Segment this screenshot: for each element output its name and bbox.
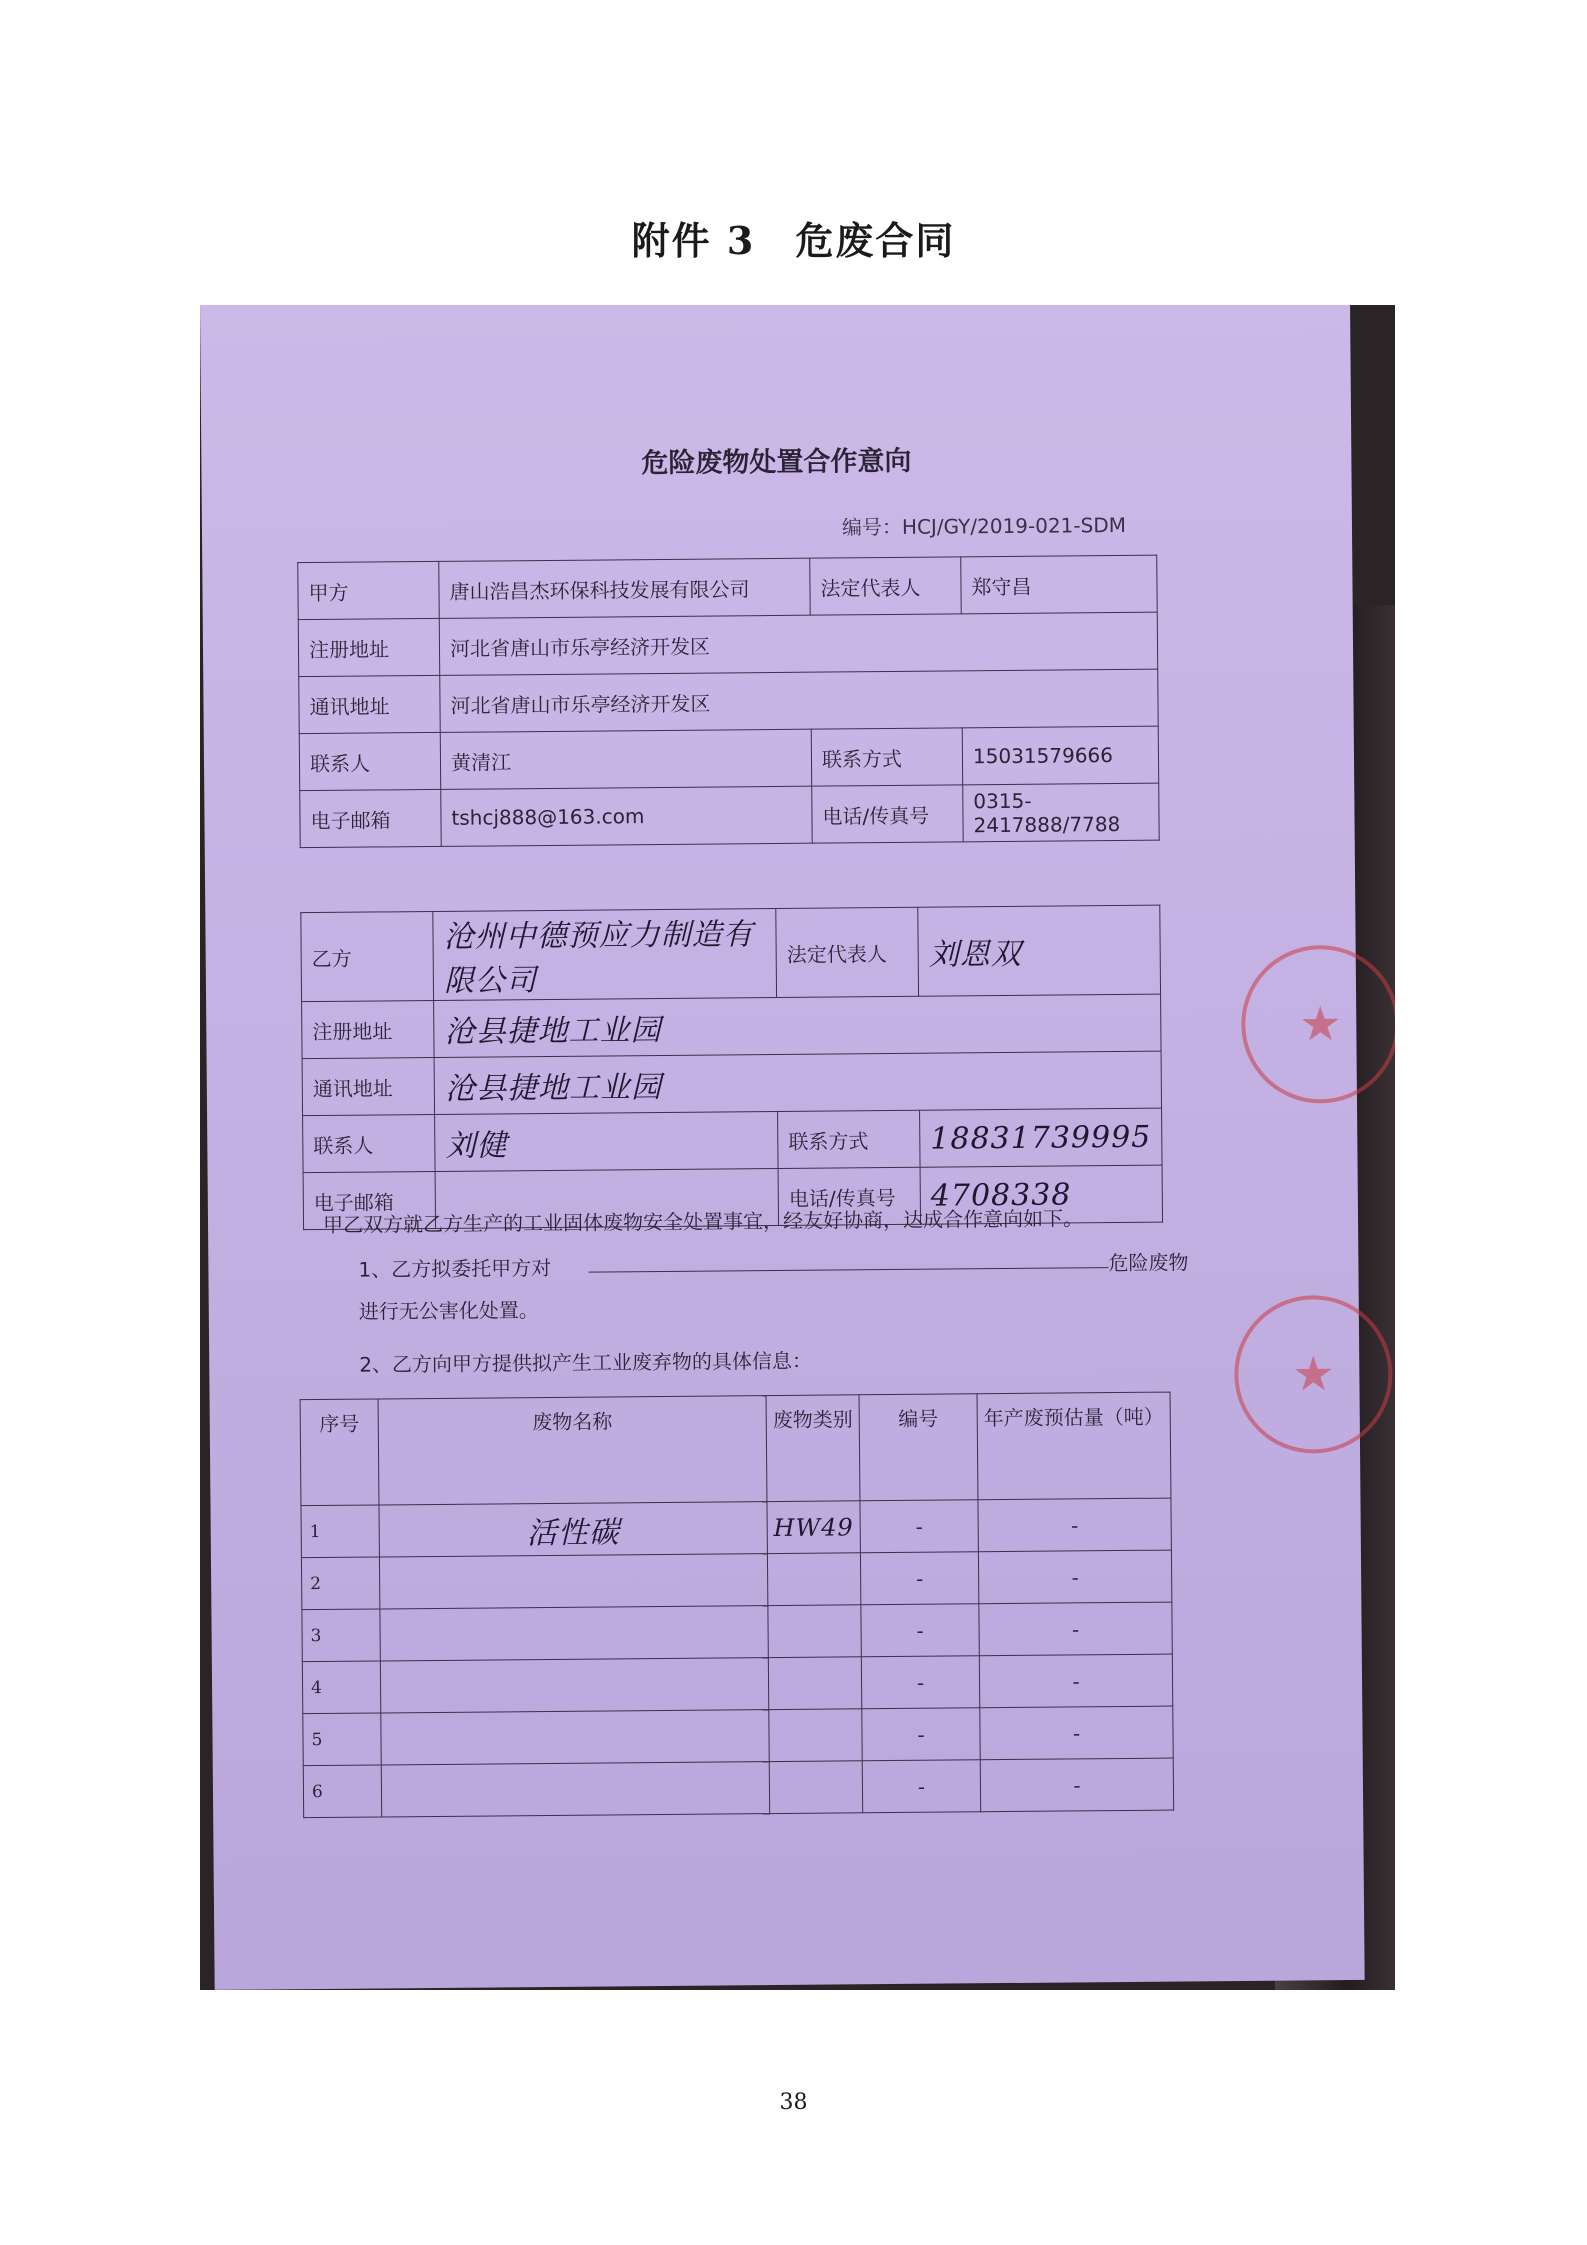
- row-number: 2: [301, 1557, 379, 1610]
- waste-amount: -: [979, 1602, 1172, 1656]
- waste-code: -: [862, 1760, 980, 1813]
- field-label: 注册地址: [298, 618, 439, 676]
- table-row: [303, 1758, 1173, 1818]
- waste-table: [300, 1392, 1175, 1819]
- waste-name: [381, 1762, 769, 1817]
- row-number: 6: [303, 1765, 381, 1818]
- waste-name: [380, 1606, 768, 1661]
- table-row: [302, 1602, 1172, 1662]
- field-label: 电子邮箱: [300, 789, 441, 847]
- field-label: 注册地址: [302, 1000, 435, 1058]
- column-header: 废物名称: [378, 1396, 767, 1505]
- company-seal-icon: ★: [1241, 945, 1395, 1104]
- column-header: 废物类别: [766, 1395, 860, 1502]
- page-heading: 附件 3 危废合同: [631, 218, 956, 263]
- field-label: 法定代表人: [810, 557, 961, 615]
- table-row: [299, 669, 1158, 733]
- page-number: 38: [779, 2090, 808, 2115]
- party-b-reg-address: 沧县捷地工业园: [434, 994, 1161, 1057]
- table-row: [299, 726, 1158, 790]
- waste-amount: -: [979, 1654, 1172, 1708]
- field-label: 联系人: [303, 1114, 436, 1172]
- waste-code: -: [861, 1604, 979, 1657]
- table-row: [298, 612, 1157, 676]
- contract-sheet: [200, 305, 1365, 1990]
- party-a-contact: 黄清江: [440, 729, 811, 789]
- waste-amount: -: [978, 1550, 1171, 1604]
- blank-line: [588, 1267, 1108, 1273]
- row-number: 5: [303, 1713, 381, 1766]
- field-label: 甲方: [298, 561, 439, 619]
- waste-code: -: [860, 1500, 978, 1553]
- row-number: 3: [302, 1609, 380, 1662]
- table-row: [301, 1498, 1171, 1558]
- table-row: [302, 1051, 1161, 1115]
- waste-name: [379, 1554, 767, 1609]
- waste-code: -: [862, 1708, 980, 1761]
- serial-number: 编号：HCJ/GY/2019-021-SDM: [841, 512, 1127, 540]
- party-b-contact-method: 18831739995: [920, 1108, 1162, 1167]
- party-a-phone-fax: 0315-2417888/7788: [963, 783, 1159, 842]
- party-b-phone-fax: 4708338: [920, 1165, 1162, 1224]
- waste-category: [768, 1657, 861, 1710]
- clause-1-end: 危险废物: [1108, 1250, 1189, 1276]
- waste-name: [380, 1658, 768, 1713]
- clause-1-start: 1、乙方拟委托甲方对: [358, 1255, 552, 1282]
- party-a-email: tshcj888@163.com: [441, 786, 812, 846]
- table-row: [300, 783, 1159, 847]
- waste-code: -: [861, 1656, 979, 1709]
- party-a-legal-rep: 郑守昌: [961, 555, 1157, 614]
- contract-photo: [200, 305, 1395, 1990]
- table-row: [302, 1654, 1172, 1714]
- field-label: 联系方式: [778, 1110, 920, 1168]
- field-label: 通讯地址: [299, 675, 440, 733]
- intro-text: 甲乙双方就乙方生产的工业固体废物安全处置事宜，经友好协商，达成合作意向如下。: [322, 1206, 1084, 1237]
- waste-category: [767, 1553, 860, 1606]
- waste-amount: -: [980, 1706, 1173, 1760]
- waste-name: 活性碳: [379, 1502, 767, 1557]
- party-a-reg-address: 河北省唐山市乐亭经济开发区: [439, 612, 1157, 675]
- waste-code: -: [860, 1552, 978, 1605]
- field-label: 电话/传真号: [778, 1167, 920, 1225]
- row-number: 4: [302, 1661, 380, 1714]
- table-row: [301, 1550, 1171, 1610]
- party-a-mail-address: 河北省唐山市乐亭经济开发区: [440, 669, 1158, 732]
- party-b-contact: 刘健: [435, 1111, 778, 1171]
- waste-category: [769, 1709, 862, 1762]
- table-row: [303, 1706, 1173, 1766]
- row-number: 1: [301, 1505, 379, 1558]
- field-label: 电话/传真号: [812, 785, 963, 843]
- waste-amount: -: [978, 1498, 1171, 1552]
- party-b-mail-address: 沧县捷地工业园: [434, 1051, 1161, 1114]
- party-a-contact-method: 15031579666: [962, 726, 1158, 785]
- column-header: 编号: [859, 1394, 978, 1501]
- party-a-table: [297, 555, 1159, 848]
- waste-amount: -: [980, 1758, 1173, 1812]
- contract-seal-icon: ★: [1234, 1295, 1393, 1454]
- field-label: 法定代表人: [776, 907, 919, 997]
- sheet-title: 危险废物处置合作意向: [641, 445, 912, 480]
- waste-name: [381, 1710, 769, 1765]
- column-header: 序号: [300, 1399, 379, 1506]
- waste-category: [769, 1761, 862, 1814]
- party-b-name: 沧州中德预应力制造有限公司: [433, 908, 777, 1000]
- waste-category: HW49: [767, 1501, 860, 1554]
- column-header: 年产废预估量（吨）: [977, 1392, 1171, 1500]
- table-row: [303, 1108, 1162, 1172]
- clause-2: 2、乙方向甲方提供拟产生工业废弃物的具体信息：: [359, 1348, 813, 1377]
- party-a-name: 唐山浩昌杰环保科技发展有限公司: [439, 558, 810, 618]
- clause-1-continued: 进行无公害化处置。: [358, 1298, 539, 1324]
- table-row: [302, 994, 1161, 1058]
- table-row: [301, 905, 1161, 1001]
- party-b-legal-rep: 刘恩双: [918, 905, 1161, 996]
- field-label: 电子邮箱: [303, 1171, 436, 1229]
- field-label: 联系人: [299, 732, 440, 790]
- waste-category: [768, 1605, 861, 1658]
- field-label: 乙方: [301, 911, 434, 1001]
- party-b-table: [300, 905, 1163, 1230]
- field-label: 通讯地址: [302, 1057, 435, 1115]
- field-label: 联系方式: [811, 728, 962, 786]
- table-row: [298, 555, 1157, 619]
- table-row: [300, 1392, 1171, 1506]
